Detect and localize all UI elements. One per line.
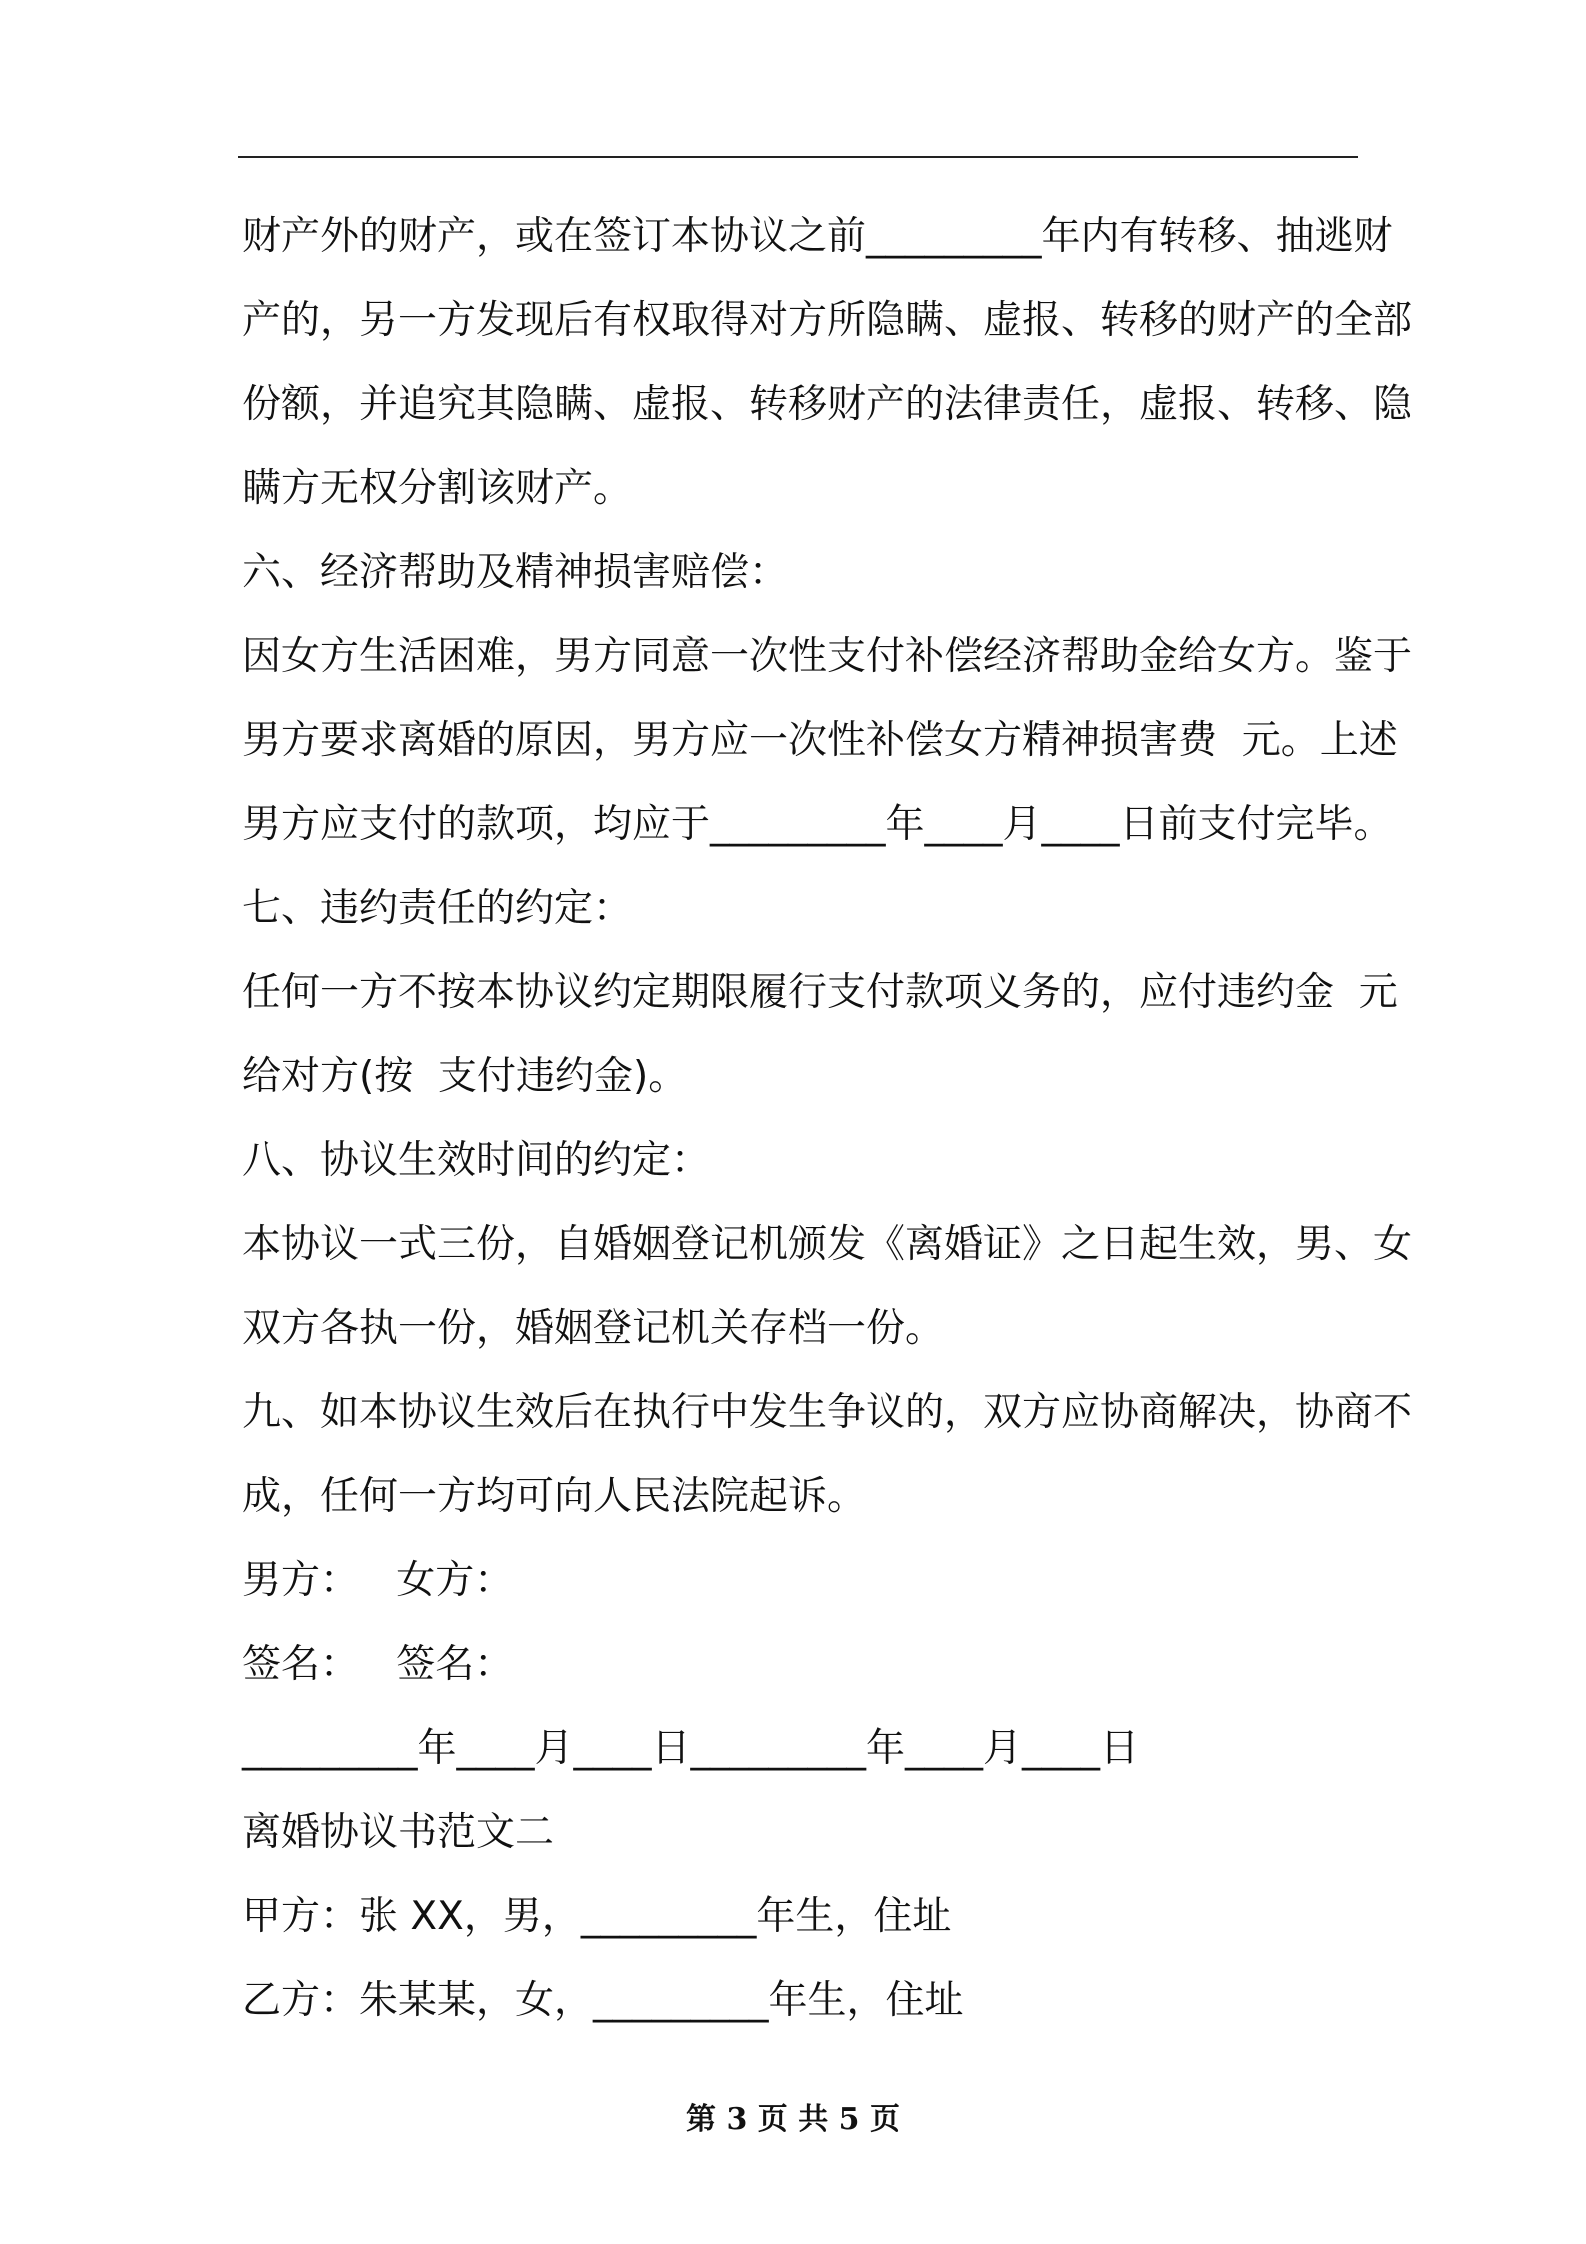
paragraph-line: 给对方(按 支付违约金)。 bbox=[242, 1054, 688, 1099]
paragraph-line: 成，任何一方均可向人民法院起诉。 bbox=[242, 1474, 867, 1519]
paragraph-line: 男方应支付的款项，均应于_________年____月____日前支付完毕。 bbox=[242, 802, 1393, 847]
header-rule bbox=[238, 156, 1358, 158]
paragraph-line: 财产外的财产，或在签订本协议之前_________年内有转移、抽逃财 bbox=[242, 214, 1393, 259]
paragraph-line: 瞒方无权分割该财产。 bbox=[242, 466, 633, 511]
section-heading: 七、违约责任的约定： bbox=[242, 886, 633, 931]
party-b-line: 乙方：朱某某，女，_________年生，住址 bbox=[242, 1978, 964, 2023]
paragraph-line: 因女方生活困难，男方同意一次性支付补偿经济帮助金给女方。鉴于 bbox=[242, 634, 1413, 679]
paragraph-line: 本协议一式三份，自婚姻登记机颁发《离婚证》之日起生效，男、女 bbox=[242, 1222, 1413, 1267]
signature-labels: 签名： 签名： bbox=[242, 1642, 514, 1687]
paragraph-line: 九、如本协议生效后在执行中发生争议的，双方应协商解决，协商不 bbox=[242, 1390, 1413, 1435]
section-heading: 八、协议生效时间的约定： bbox=[242, 1138, 711, 1183]
paragraph-line: 双方各执一份，婚姻登记机关存档一份。 bbox=[242, 1306, 945, 1351]
paragraph-line: 产的，另一方发现后有权取得对方所隐瞒、虚报、转移的财产的全部 bbox=[242, 298, 1413, 343]
document-body bbox=[242, 195, 1413, 2043]
party-labels: 男方： 女方： bbox=[242, 1558, 514, 1603]
sample-title: 离婚协议书范文二 bbox=[242, 1810, 555, 1855]
date-blanks: _________年____月____日_________年____月____日 bbox=[242, 1726, 1139, 1771]
section-heading: 六、经济帮助及精神损害赔偿： bbox=[242, 550, 789, 595]
paragraph-line: 任何一方不按本协议约定期限履行支付款项义务的，应付违约金 元 bbox=[242, 970, 1398, 1015]
page-number: 第 3 页 共 5 页 bbox=[686, 2102, 900, 2137]
party-a-line: 甲方：张 XX，男，_________年生，住址 bbox=[242, 1894, 952, 1939]
paragraph-line: 男方要求离婚的原因，男方应一次性补偿女方精神损害费 元。上述 bbox=[242, 718, 1398, 763]
paragraph-line: 份额，并追究其隐瞒、虚报、转移财产的法律责任，虚报、转移、隐 bbox=[242, 382, 1413, 427]
